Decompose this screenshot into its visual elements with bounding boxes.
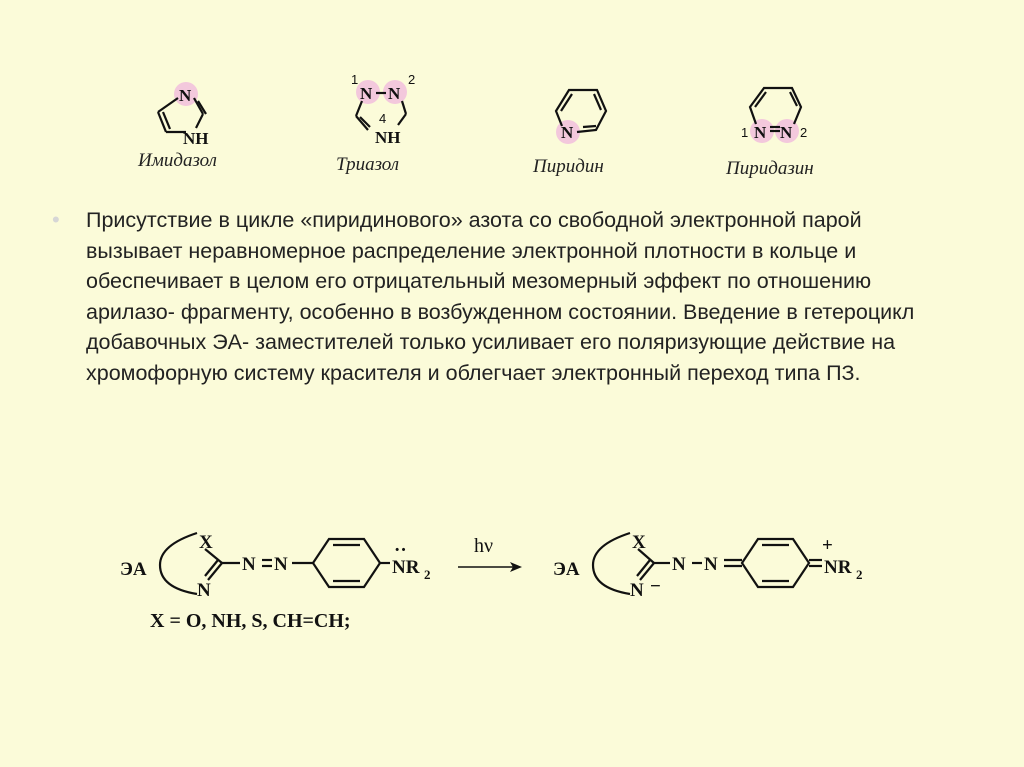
triazole-locant-1: 1 (351, 72, 359, 87)
triazole-caption: Триазол (336, 154, 400, 175)
triazole-n1-atom: N (360, 84, 373, 103)
pyridazine-caption: Пиридазин (726, 158, 814, 179)
pyridazine-locant-2: 2 (800, 125, 808, 140)
body-paragraph: Присутствие в цикле «пиридинового» азота со свободной электронной парой вызывает неравномерное распределение электронной плотности в кольце и обеспечивает в целом его отрицательный мезомерный эффект по отношению арилазо- фрагменту, особенно в возбужденном состоянии. Введение в гетероцикл добавочных ЭА- заместителей только усиливает его поляризующие действие на хромофорную систему красителя и облегчает электронный переход типа ПЗ. (86, 208, 915, 385)
left-heterocycle (160, 533, 390, 594)
imidazole-caption: Имидазол (138, 150, 217, 171)
left-ea-label: ЭА (120, 559, 147, 580)
reaction-arrow (458, 562, 522, 572)
right-ea-label: ЭА (553, 559, 580, 580)
right-azo-n2: N (704, 554, 718, 575)
left-x-atom: X (199, 532, 213, 553)
triazole-locant-2: 2 (408, 72, 416, 87)
left-azo-n2: N (274, 554, 288, 575)
triazole-n2-atom: N (388, 84, 401, 103)
right-x-atom: X (632, 532, 646, 553)
right-plus-charge: + (822, 535, 833, 556)
arrow-label: hν (474, 535, 494, 557)
left-ring-n-atom: N (197, 580, 211, 601)
right-nr-group: NR (824, 557, 852, 578)
right-minus-charge: − (650, 576, 661, 597)
pyridazine-locant-1: 1 (741, 125, 749, 140)
pyridine-n-atom: N (561, 123, 574, 142)
right-nr-subscript: 2 (856, 567, 863, 582)
triazole-locant-4: 4 (379, 111, 387, 126)
right-heterocycle (593, 533, 822, 594)
right-azo-n1: N (672, 554, 686, 575)
pyridazine-n1-atom: N (754, 123, 767, 142)
right-ring-n-atom: N (630, 580, 644, 601)
imidazole-n-atom: N (179, 86, 192, 105)
imidazole-nh-atom: NH (183, 129, 209, 148)
bullet-marker: • (52, 207, 60, 232)
pyridine-caption: Пиридин (533, 156, 604, 177)
substituent-definition: X = O, NH, S, CH=CH; (150, 610, 351, 632)
triazole-nh-atom: NH (375, 128, 401, 147)
left-nr-group: NR (392, 557, 420, 578)
left-lone-pair: ·· (394, 540, 407, 561)
left-nr-subscript: 2 (424, 567, 431, 582)
left-azo-n1: N (242, 554, 256, 575)
pyridazine-n2-atom: N (780, 123, 793, 142)
